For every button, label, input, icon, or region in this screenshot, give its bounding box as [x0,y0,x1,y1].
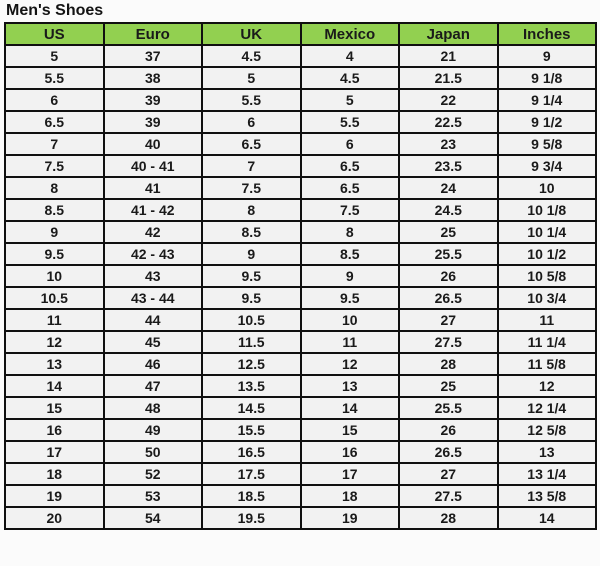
table-cell: 13 5/8 [498,485,597,507]
table-cell: 49 [104,419,203,441]
table-row [5,177,596,199]
table-cell: 27.5 [399,485,498,507]
table-header [5,23,596,45]
table-cell: 45 [104,331,203,353]
table-cell: 5.5 [202,89,301,111]
table-cell: 12 5/8 [498,419,597,441]
table-cell: 12 [301,353,400,375]
table-cell: 26.5 [399,441,498,463]
size-conversion-table [4,22,597,530]
table-cell: 9 [498,45,597,67]
table-cell: 7 [202,155,301,177]
table-cell: 37 [104,45,203,67]
table-cell: 27 [399,463,498,485]
table-cell: 43 - 44 [104,287,203,309]
table-cell: 10 1/2 [498,243,597,265]
table-row [5,419,596,441]
table-cell: 41 [104,177,203,199]
table-cell: 7.5 [202,177,301,199]
table-cell: 9.5 [5,243,104,265]
column-header: Inches [498,23,597,45]
table-cell: 9 1/4 [498,89,597,111]
column-header: UK [202,23,301,45]
table-cell: 12 [498,375,597,397]
column-header: Mexico [301,23,400,45]
table-cell: 6 [301,133,400,155]
table-cell: 22 [399,89,498,111]
table-cell: 10 3/4 [498,287,597,309]
table-cell: 11 [498,309,597,331]
table-row [5,265,596,287]
table-cell: 11 [5,309,104,331]
header-row [5,23,596,45]
table-cell: 28 [399,507,498,529]
table-cell: 44 [104,309,203,331]
table-cell: 6.5 [301,155,400,177]
table-cell: 14 [301,397,400,419]
table-cell: 10 5/8 [498,265,597,287]
table-cell: 8.5 [5,199,104,221]
table-cell: 25 [399,221,498,243]
table-cell: 11.5 [202,331,301,353]
table-cell: 17 [301,463,400,485]
table-cell: 25.5 [399,397,498,419]
table-cell: 6.5 [301,177,400,199]
table-cell: 54 [104,507,203,529]
table-cell: 9.5 [202,265,301,287]
table-cell: 14.5 [202,397,301,419]
table-cell: 47 [104,375,203,397]
table-cell: 10 [301,309,400,331]
table-cell: 16.5 [202,441,301,463]
table-row [5,309,596,331]
table-row [5,463,596,485]
table-cell: 46 [104,353,203,375]
table-cell: 6.5 [5,111,104,133]
table-cell: 4.5 [301,67,400,89]
table-cell: 14 [5,375,104,397]
table-cell: 17.5 [202,463,301,485]
table-row [5,375,596,397]
table-cell: 16 [5,419,104,441]
table-cell: 12 1/4 [498,397,597,419]
table-cell: 42 [104,221,203,243]
table-row [5,221,596,243]
table-row [5,67,596,89]
table-cell: 18 [301,485,400,507]
table-cell: 5 [202,67,301,89]
table-cell: 26 [399,265,498,287]
table-cell: 8 [5,177,104,199]
table-row [5,243,596,265]
table-cell: 18.5 [202,485,301,507]
table-cell: 23 [399,133,498,155]
table-cell: 5.5 [5,67,104,89]
table-cell: 7.5 [301,199,400,221]
table-cell: 43 [104,265,203,287]
table-cell: 12 [5,331,104,353]
table-cell: 12.5 [202,353,301,375]
table-cell: 26 [399,419,498,441]
table-cell: 9 1/8 [498,67,597,89]
table-cell: 10 1/4 [498,221,597,243]
table-cell: 15.5 [202,419,301,441]
table-cell: 5 [5,45,104,67]
table-cell: 53 [104,485,203,507]
table-cell: 9 [202,243,301,265]
table-row [5,287,596,309]
table-row [5,199,596,221]
column-header: US [5,23,104,45]
table-cell: 9.5 [202,287,301,309]
table-row [5,353,596,375]
table-row [5,441,596,463]
table-row [5,397,596,419]
table-cell: 9 [301,265,400,287]
table-cell: 50 [104,441,203,463]
table-cell: 9 3/4 [498,155,597,177]
table-row [5,45,596,67]
table-cell: 15 [301,419,400,441]
table-cell: 25 [399,375,498,397]
page-title: Men's Shoes [6,2,104,19]
table-cell: 10 [5,265,104,287]
table-cell: 18 [5,463,104,485]
table-cell: 11 1/4 [498,331,597,353]
table-cell: 21.5 [399,67,498,89]
table-cell: 39 [104,89,203,111]
column-header: Japan [399,23,498,45]
table-cell: 13 [301,375,400,397]
table-cell: 27 [399,309,498,331]
table-body [5,45,596,529]
table-cell: 15 [5,397,104,419]
table-cell: 48 [104,397,203,419]
table-cell: 21 [399,45,498,67]
table-cell: 40 [104,133,203,155]
table-cell: 52 [104,463,203,485]
table-row [5,89,596,111]
table-row [5,331,596,353]
table-cell: 22.5 [399,111,498,133]
table-cell: 13 [498,441,597,463]
table-cell: 39 [104,111,203,133]
table-cell: 27.5 [399,331,498,353]
table-cell: 17 [5,441,104,463]
table-cell: 11 5/8 [498,353,597,375]
table-cell: 19 [301,507,400,529]
table-cell: 6 [202,111,301,133]
table-cell: 8 [202,199,301,221]
table-cell: 9.5 [301,287,400,309]
table-cell: 38 [104,67,203,89]
table-cell: 13.5 [202,375,301,397]
table-cell: 11 [301,331,400,353]
table-cell: 28 [399,353,498,375]
column-header: Euro [104,23,203,45]
table-cell: 10.5 [5,287,104,309]
table-cell: 20 [5,507,104,529]
table-row [5,133,596,155]
table-cell: 42 - 43 [104,243,203,265]
table-row [5,111,596,133]
table-cell: 41 - 42 [104,199,203,221]
table-row [5,507,596,529]
table-cell: 10 [498,177,597,199]
table-cell: 40 - 41 [104,155,203,177]
table-cell: 7.5 [5,155,104,177]
table-cell: 4 [301,45,400,67]
table-cell: 24.5 [399,199,498,221]
table-cell: 9 5/8 [498,133,597,155]
table-cell: 26.5 [399,287,498,309]
table-cell: 4.5 [202,45,301,67]
table-cell: 13 1/4 [498,463,597,485]
table-cell: 25.5 [399,243,498,265]
table-cell: 16 [301,441,400,463]
table-row [5,155,596,177]
table-cell: 6.5 [202,133,301,155]
table-cell: 19.5 [202,507,301,529]
table-cell: 9 [5,221,104,243]
table-cell: 23.5 [399,155,498,177]
table-cell: 13 [5,353,104,375]
table-cell: 10.5 [202,309,301,331]
table-cell: 14 [498,507,597,529]
table-cell: 8 [301,221,400,243]
table-cell: 8.5 [301,243,400,265]
table-cell: 6 [5,89,104,111]
table-cell: 7 [5,133,104,155]
table-cell: 5 [301,89,400,111]
table-cell: 9 1/2 [498,111,597,133]
table-cell: 19 [5,485,104,507]
table-row [5,485,596,507]
table-cell: 10 1/8 [498,199,597,221]
table-cell: 8.5 [202,221,301,243]
table-cell: 24 [399,177,498,199]
table-cell: 5.5 [301,111,400,133]
